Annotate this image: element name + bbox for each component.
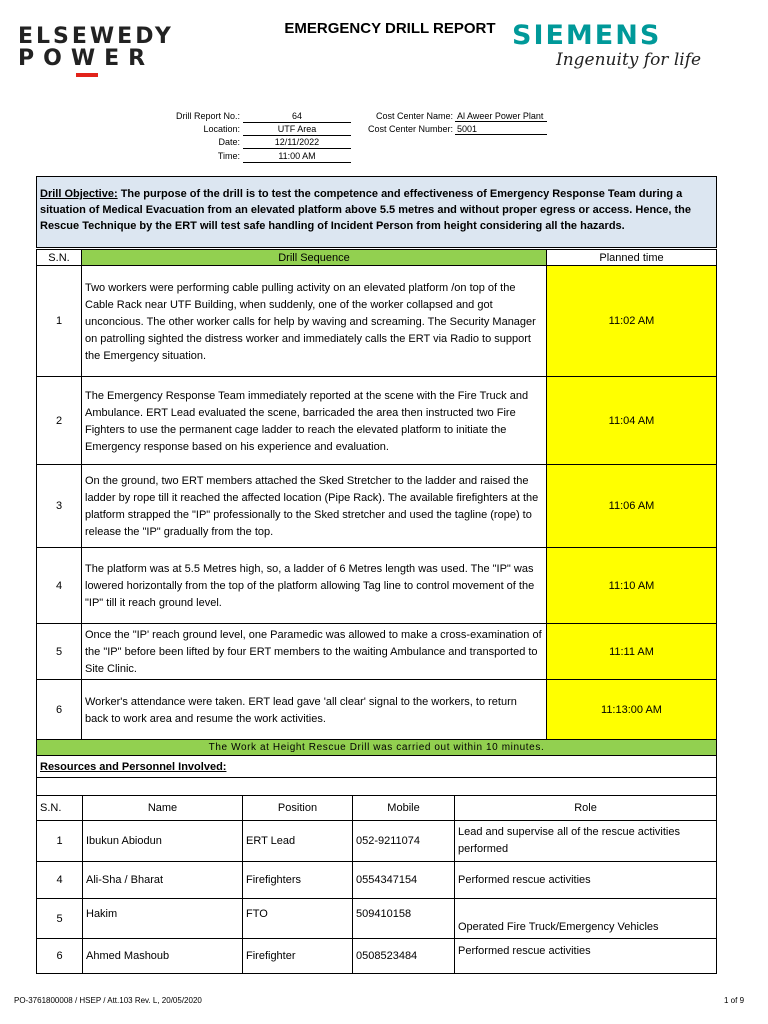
res-row-position: Firefighters <box>242 861 353 899</box>
res-header-name: Name <box>82 795 243 821</box>
drill-duration-note: The Work at Height Rescue Drill was carried out within 10 minutes. <box>36 739 717 756</box>
seq-row-sn: 2 <box>36 376 82 465</box>
res-header-mobile: Mobile <box>352 795 455 821</box>
cost-center-number-value: 5001 <box>455 123 547 135</box>
res-row-position: FTO <box>242 898 353 939</box>
cost-center-number-label: Cost Center Number: <box>367 124 453 134</box>
seq-header-sequence: Drill Sequence <box>81 249 547 266</box>
res-header-sn: S.N. <box>36 795 83 821</box>
objective-text: The purpose of the drill is to test the competence and effectiveness of Emergency Response Team during a situation of Medical Evacuation from an elevated platform above 5.5 metres and without proper egress or access. Hence, the Rescue Technique by the ERT will test safe handling of Incident Person from height considering all the hazards. <box>40 188 692 232</box>
res-row-mobile: 0508523484 <box>352 938 455 974</box>
res-row-role: Performed rescue activities <box>454 938 717 974</box>
seq-row-time: 11:10 AM <box>546 547 717 624</box>
res-row-role: Performed rescue activities <box>454 861 717 899</box>
footer-doc-ref: PO-3761800008 / HSEP / Att.103 Rev. L, 20/05/2020 <box>14 996 202 1005</box>
siemens-tagline: Ingenuity for life <box>556 50 702 70</box>
seq-header-sn: S.N. <box>36 249 82 266</box>
report-no-value: 64 <box>243 110 351 123</box>
location-label: Location: <box>203 124 240 134</box>
cost-center-name-label: Cost Center Name: <box>375 111 453 121</box>
seq-row-time: 11:02 AM <box>546 265 717 377</box>
footer-page-number: 1 of 9 <box>724 996 745 1005</box>
seq-row-sn: 1 <box>36 265 82 377</box>
seq-row-time: 11:06 AM <box>546 464 717 548</box>
res-row-position: ERT Lead <box>242 820 353 862</box>
seq-row-sn: 4 <box>36 547 82 624</box>
res-row-mobile: 509410158 <box>352 898 455 939</box>
res-header-role: Role <box>454 795 717 821</box>
logo-line1: ELSEWEDY <box>18 24 174 49</box>
siemens-logo: SIEMENS <box>512 20 662 51</box>
res-row-sn: 6 <box>36 938 83 974</box>
logo-red-bar <box>76 73 98 77</box>
seq-row-sn: 3 <box>36 464 82 548</box>
res-row-name: Ahmed Mashoub <box>82 938 243 974</box>
time-label: Time: <box>217 151 240 161</box>
res-row-mobile: 0554347154 <box>352 861 455 899</box>
seq-row-sn: 5 <box>36 623 82 680</box>
date-label: Date: <box>218 137 240 147</box>
report-no-label: Drill Report No.: <box>175 111 240 121</box>
page-title: EMERGENCY DRILL REPORT <box>284 20 496 37</box>
res-row-role: Lead and supervise all of the rescue activities performed <box>454 820 717 862</box>
elsewedy-power-logo <box>18 24 174 71</box>
seq-row-text: The Emergency Response Team immediately reported at the scene with the Fire Truck and Ambulance. ERT Lead evaluated the scene, barricaded the area then instructed two Fire Fighters to use the permanent cage ladder to reach the elevated platform to initiate the Emergency response based on his experience and evaluation. <box>81 376 547 465</box>
res-row-sn: 1 <box>36 820 83 862</box>
location-value: UTF Area <box>243 123 351 136</box>
res-header-position: Position <box>242 795 353 821</box>
seq-row-time: 11:13:00 AM <box>546 679 717 740</box>
res-row-name: Ibukun Abiodun <box>82 820 243 862</box>
res-row-mobile: 052-9211074 <box>352 820 455 862</box>
res-row-sn: 4 <box>36 861 83 899</box>
seq-row-time: 11:04 AM <box>546 376 717 465</box>
resources-spacer <box>36 777 717 796</box>
seq-row-time: 11:11 AM <box>546 623 717 680</box>
resources-title: Resources and Personnel Involved: <box>36 755 717 778</box>
seq-row-text: Two workers were performing cable pulling activity on an elevated platform /on top of the Cable Rack near UTF Building, when suddenly, one of the worker collapsed and got unconcious. The other worker calls for help by waving and screaming. The Security Manager on patrolling sighted the distress worker and immediately calls the ERT via Radio to support the Emergency situation. <box>81 265 547 377</box>
seq-row-text: The platform was at 5.5 Metres high, so, a ladder of 6 Metres length was used. The "IP" was lowered horizontally from the top of the platform allowing Tag line to control movement of the "IP" till it reach ground level. <box>81 547 547 624</box>
seq-row-text: On the ground, two ERT members attached the Sked Stretcher to the ladder and raised the ladder by rope till it reached the affected location (Pipe Rack). The available firefighters at the platform strapped the "IP" professionally to the Sked stretcher and used the tagline (rope) to release the "IP" gradually from the top. <box>81 464 547 548</box>
res-row-role: Operated Fire Truck/Emergency Vehicles <box>454 898 717 939</box>
res-row-sn: 5 <box>36 898 83 939</box>
logo-line2: POWER <box>18 46 155 71</box>
seq-row-text: Worker's attendance were taken. ERT lead gave 'all clear' signal to the workers, to return back to work area and resume the work activities. <box>81 679 547 740</box>
res-row-name: Ali-Sha / Bharat <box>82 861 243 899</box>
date-value: 12/11/2022 <box>243 136 351 149</box>
drill-objective <box>36 176 717 248</box>
time-value: 11:00 AM <box>243 150 351 163</box>
objective-label: Drill Objective: <box>40 188 118 200</box>
seq-row-sn: 6 <box>36 679 82 740</box>
cost-center-name-value: Al Aweer Power Plant <box>455 110 547 122</box>
res-row-name: Hakim <box>82 898 243 939</box>
res-row-position: Firefighter <box>242 938 353 974</box>
seq-header-time: Planned time <box>546 249 717 266</box>
seq-row-text: Once the "IP' reach ground level, one Paramedic was allowed to make a cross-examination of the "IP" before been lifted by four ERT members to the waiting Ambulance and transported to Site Clinic. <box>81 623 547 680</box>
